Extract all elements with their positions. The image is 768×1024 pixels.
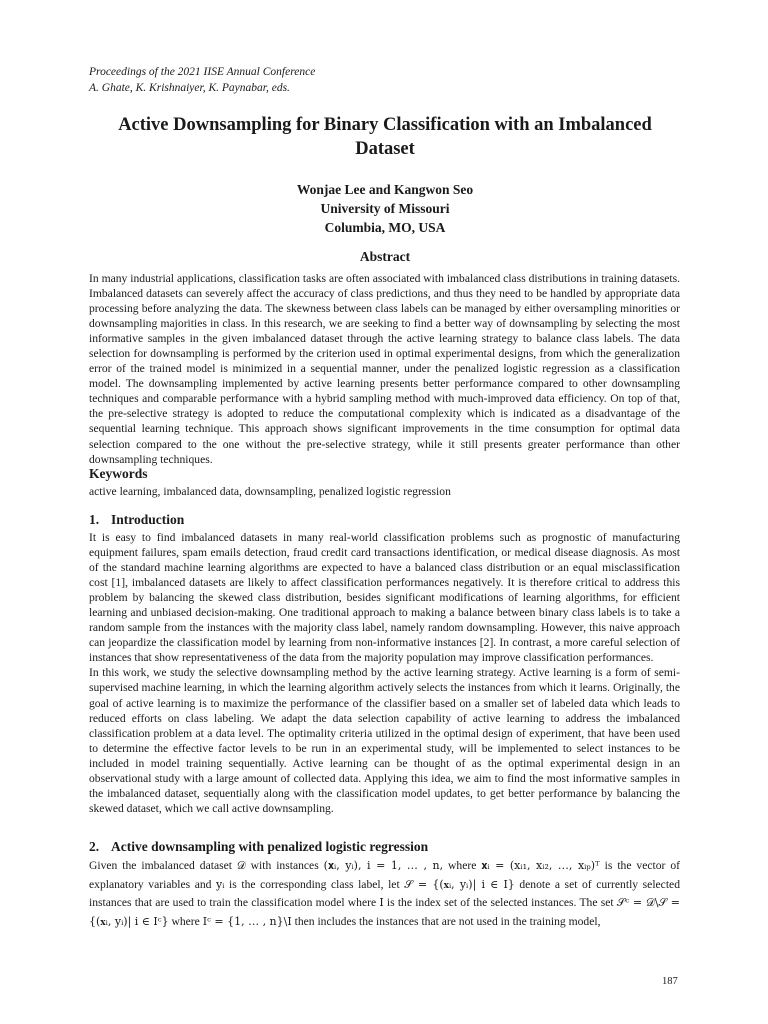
section-1-paragraph-2: In this work, we study the selective downsampling method by the active learning strategy. Active learning is a form of semi-supervised machine learning, in which the learning algorithm actively selects the instances from which it learns. Originally, the goal of active learning is to maximize the performance of the classifier based on a smaller set of labeled data which leads to reduced efforts on class labeling. We adapt the data selection capability of active learning to address the imbalanced classification problem at a data level. The optimality criteria utilized in the optimal design of experiment, that have been used to determine the effective factor levels to be run in an experimental study, will be implemented to select instances to be included in model training sequentially. Active learning can be thought of as the optimal experimental design in an observational study with a large amount of collected data. Applying this idea, we aim to find the most informative samples in the imbalanced dataset, sequentially along with the classification model updates, to get better performance by balancing the skewed dataset, which we call active downsampling. — [89, 666, 680, 815]
paper-title-line-1: Active Downsampling for Binary Classification with an Imbalanced — [118, 115, 652, 135]
text-run: where — [443, 859, 482, 872]
author-location: Columbia, MO, USA — [324, 220, 446, 235]
text-run: is the index set of the selected instances. The set — [383, 896, 617, 909]
math-selected-set: 𝒮 = {(𝐱ᵢ, yᵢ)| i ∈ I} — [404, 877, 515, 891]
page-number: 187 — [662, 976, 678, 987]
paper-title — [90, 113, 680, 161]
section-2-title: Active downsampling with penalized logistic regression — [111, 839, 429, 854]
section-1-body — [89, 530, 680, 816]
proceedings-title: Proceedings of the 2021 IISE Annual Conference — [89, 66, 316, 78]
abstract-heading: Abstract — [359, 249, 411, 264]
section-1-paragraph-1: It is easy to find imbalanced datasets in many real-world classification problems such as prognostic of manufacturing equipment failures, spam emails detection, fraud credit card transactions identification, or medical disease diagnosis. As most of the standard machine learning algorithms are expected to have a balanced class distribution or an equal misclassification cost [1], imbalanced datasets are likely to affect classification performances negatively. It is therefore critical to address this problem by balancing the skewed class distribution, besides significant modifications of learning algorithms, for efficient learning and unbiased decision-making. One traditional approach to making a balance between binary class labels is to take a random sample from the instances with the majority class label, namely random downsampling. However, this naive approach can jeopardize the classification model by learning from non-informative instances [2]. In contrast, a more careful selection of instances that show representativeness of the data from the majority population may improve classification performances. — [89, 531, 680, 665]
section-2-body — [89, 857, 680, 931]
math-instances: (𝐱ᵢ, yᵢ), i = 1, … , n, — [323, 859, 444, 872]
author-affiliation: University of Missouri — [320, 201, 450, 216]
section-1-heading — [89, 511, 184, 529]
math-complement-set: 𝒮ᶜ = 𝒟\𝒮 = {(𝐱ᵢ, yᵢ)| i ∈ Iᶜ} — [89, 896, 680, 928]
section-1-title: Introduction — [111, 512, 185, 527]
author-block — [90, 180, 680, 237]
keywords-heading: Keywords — [89, 466, 148, 481]
text-run: Given the imbalanced dataset — [89, 859, 237, 872]
math-class-label: yᵢ — [216, 877, 225, 891]
text-run: is the vector of explanatory variables and — [89, 859, 681, 891]
section-1-number: 1. — [89, 512, 100, 527]
section-2-heading — [89, 838, 428, 856]
math-complement-index: Iᶜ = {1, … , n}\I — [202, 914, 292, 928]
abstract-body — [89, 271, 680, 467]
text-run: is the corresponding class label, let — [224, 877, 405, 891]
math-feature-vector: 𝐱ᵢ = (xᵢ₁, xᵢ₂, …, xᵢₚ)ᵀ — [481, 859, 600, 872]
text-run: where — [168, 914, 203, 928]
proceedings-header — [89, 64, 315, 96]
section-2-paragraph-1 — [89, 857, 680, 931]
keywords-text: active learning, imbalanced data, downsampling, penalized logistic regression — [89, 485, 451, 498]
author-names: Wonjae Lee and Kangwon Seo — [296, 182, 474, 197]
proceedings-editors: A. Ghate, K. Krishnaiyer, K. Paynabar, eds. — [89, 82, 290, 94]
section-2-number: 2. — [89, 839, 100, 854]
math-dataset-symbol: 𝒟 — [236, 859, 246, 872]
math-index-set: I — [379, 896, 384, 909]
text-run: with instances — [245, 859, 324, 872]
paper-title-line-2: Dataset — [355, 139, 415, 159]
abstract-text: In many industrial applications, classification tasks are often associated with imbalanced class distributions in training datasets. Imbalanced datasets can severely affect the accuracy of class predictions, and thus they need to be handled by appropriate data processing before analyzing the data. The skewness between class labels can be managed by either oversampling minorities or downsampling majorities in class. In this research, we are seeking to find a better way of downsampling by selecting the most informative samples in the given imbalanced dataset through the active learning strategy to balance class labels. The data selection for downsampling is performed by the criterion used in optimal experimental designs, from which the generalization error of the trained model is minimized in a sequential manner, under the penalized logistic regression as a classification model. The downsampling implemented by active learning presents better performance compared to other downsampling techniques and comparable performance with a hybrid sampling method with much-improved data efficiency. On top of that, the pre-selective strategy is adopted to reduce the computational complexity which is indicated as a disadvantage of the sequential learning technique. This approach shows significant improvements in the time consumption for optimal data selection compared to the one without the pre-selective strategy, while it still presents greater performance than other downsampling techniques. — [89, 272, 680, 466]
text-run: denote a set of currently selected instances that are used to train the classification model where — [89, 877, 680, 909]
text-run: then includes the instances that are not used in the training model, — [291, 914, 601, 928]
